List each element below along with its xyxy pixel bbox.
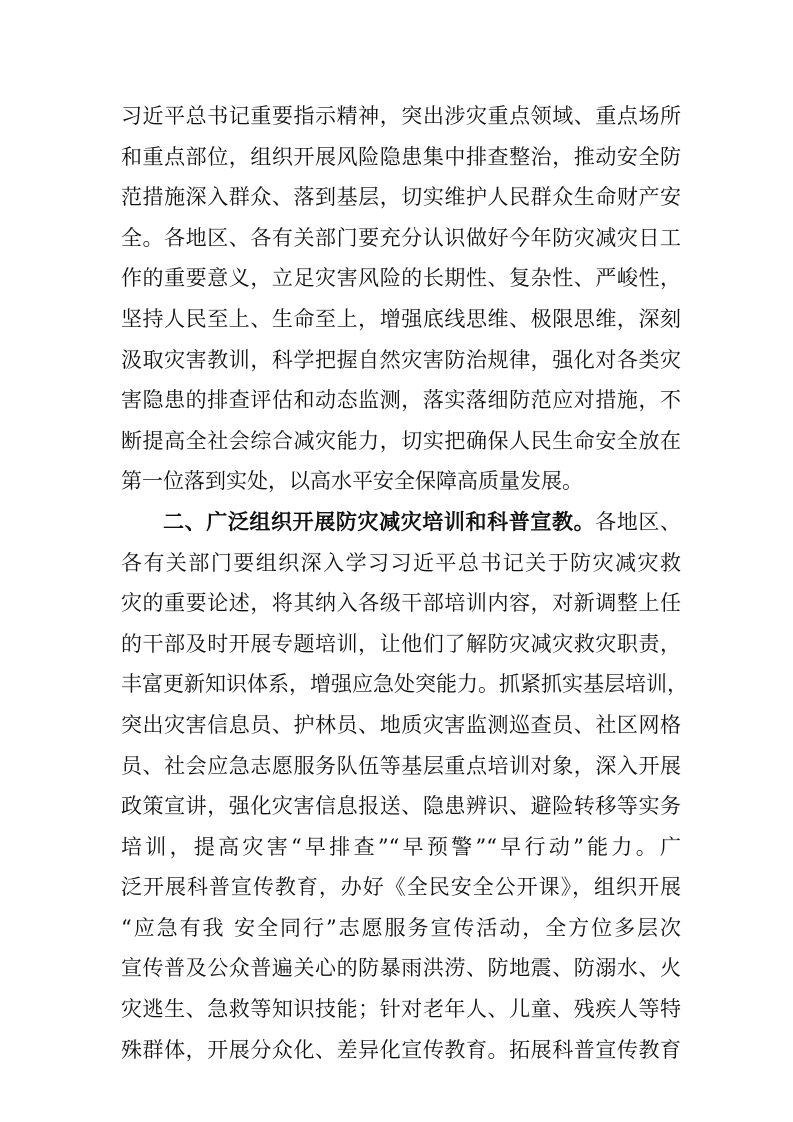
paragraph-2 [121,502,688,1070]
text-line: 突出灾害信息员、护林员、地质灾害监测巡查员、社区网格 [121,712,681,737]
text-line: 害隐患的排查评估和动态监测，落实落细防范应对措施，不 [121,388,681,413]
text-line: 宣传普及公众普遍关心的防暴雨洪涝、防地震、防溺水、火 [121,956,681,981]
text-line: 坚持人民至上、生命至上，增强底线思维、极限思维，深刻 [121,306,681,331]
text-line: 的干部及时开展专题培训，让他们了解防灾减灾救灾职责， [121,631,681,656]
text-line: 断提高全社会综合减灾能力，切实把确保人民生命安全放在 [121,428,681,453]
text-line: 培训，提高灾害“早排查”“早预警”“早行动”能力。广 [121,834,681,859]
text-line: 第一位落到实处，以高水平安全保障高质量发展。 [121,469,583,494]
text-line: “应急有我 安全同行”志愿服务宣传活动，全方位多层次 [121,915,681,940]
text-line: 泛开展科普宣传教育，办好《全民安全公开课》，组织开展 [121,875,681,900]
text-line: 汲取灾害教训，科学把握自然灾害防治规律，强化对各类灾 [121,347,681,372]
text-line: 作的重要意义，立足灾害风险的长期性、复杂性、严峻性， [121,266,681,291]
text-line: 灾逃生、急救等知识技能；针对老年人、儿童、残疾人等特 [121,997,681,1022]
section-heading: 二、广泛组织开展防灾减灾培训和科普宣教。 [163,508,596,534]
text-line: 丰富更新知识体系，增强应急处突能力。抓紧抓实基层培训， [121,672,688,697]
text-line: 范措施深入群众、落到基层，切实维护人民群众生命财产安 [121,185,681,210]
paragraph-2-first-line [121,502,681,543]
text-line: 灾的重要论述，将其纳入各级干部培训内容，对新调整上任 [121,591,681,616]
text-line: 各有关部门要组织深入学习习近平总书记关于防灾减灾救 [121,550,681,575]
text-line: 政策宣讲，强化灾害信息报送、隐患辨识、避险转移等实务 [121,794,681,819]
text-line: 全。各地区、各有关部门要充分认识做好今年防灾减灾日工 [121,225,681,250]
paragraph-1 [121,96,681,502]
text-line: 习近平总书记重要指示精神，突出涉灾重点领域、重点场所 [121,104,681,128]
body-text [121,96,688,1070]
text-line: 员、社会应急志愿服务队伍等基层重点培训对象，深入开展 [121,753,681,778]
heading-continuation: 各地区、 [595,509,682,534]
text-line: 和重点部位，组织开展风险隐患集中排查整治，推动安全防 [121,144,681,169]
text-line: 殊群体，开展分众化、差异化宣传教育。拓展科普宣传教育 [121,1037,681,1062]
